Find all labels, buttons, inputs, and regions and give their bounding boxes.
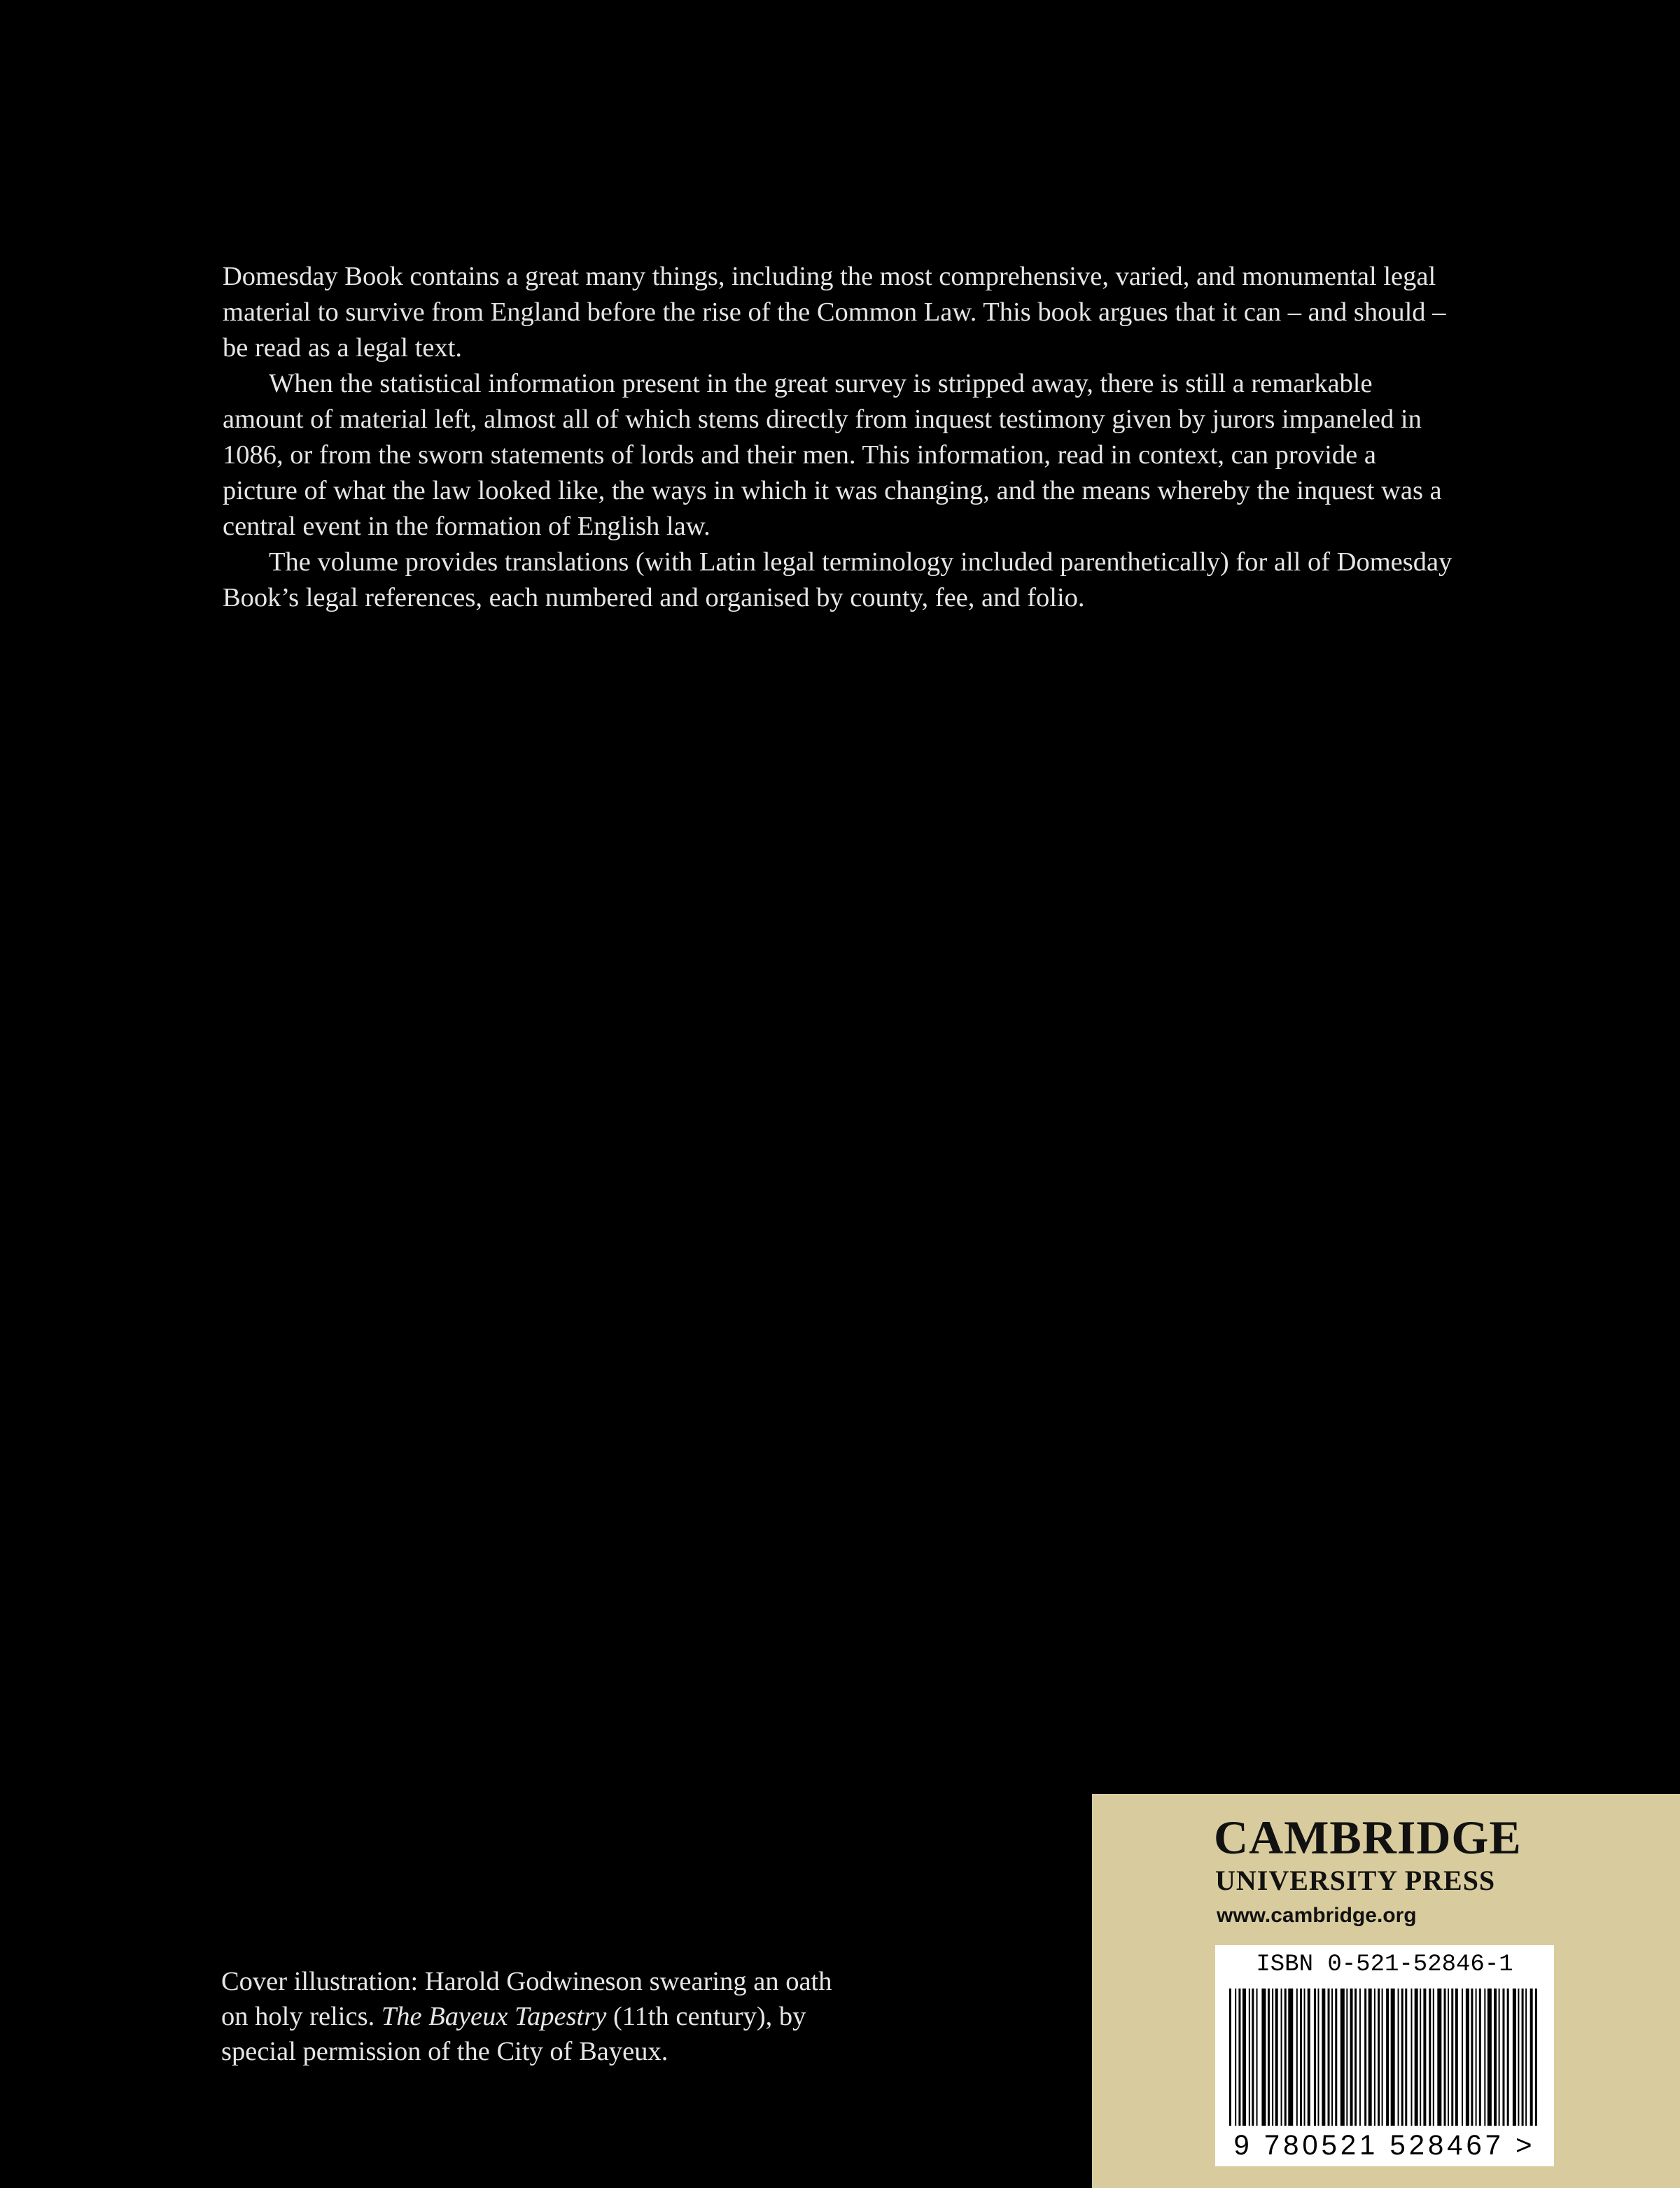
cover-illustration-credit	[221, 1964, 837, 2069]
barcode-bar	[1423, 1989, 1426, 2126]
barcode-bar	[1488, 1989, 1492, 2126]
barcode-bar	[1455, 1989, 1458, 2126]
barcode-bar	[1261, 1989, 1266, 2126]
barcode-bar	[1359, 1989, 1361, 2126]
barcode-bar	[1252, 1989, 1254, 2126]
back-cover-blurb	[223, 259, 1455, 616]
barcode-bar	[1281, 1989, 1282, 2126]
barcode-bar	[1242, 1989, 1246, 2126]
barcode-bar	[1256, 1989, 1258, 2126]
barcode-bar	[1437, 1989, 1441, 2126]
blurb-paragraph-3: The volume provides translations (with Latin legal terminology included parenthetically) for all of Domesday Book’s legal references, each numbered and organised by county, fee, and folio.	[223, 547, 1452, 612]
barcode-bar	[1364, 1989, 1366, 2126]
barcode-bar	[1238, 1989, 1240, 2126]
barcode-bar	[1466, 1989, 1469, 2126]
barcode-bar	[1451, 1989, 1453, 2126]
barcode-bar	[1494, 1989, 1497, 2126]
barcode-icon	[1225, 1989, 1544, 2126]
barcode-bar	[1382, 1989, 1383, 2126]
publisher-subtitle: UNIVERSITY PRESS	[1215, 1865, 1496, 1896]
barcode-bar	[1405, 1989, 1407, 2126]
barcode-bar	[1391, 1989, 1395, 2126]
barcode-bar	[1368, 1989, 1372, 2126]
barcode-bar	[1401, 1989, 1404, 2126]
barcode-bar	[1335, 1989, 1337, 2126]
barcode-bar	[1275, 1989, 1278, 2126]
isbn-barcode-block	[1215, 1945, 1554, 2166]
blurb-paragraph-2: When the statistical information present in the great survey is stripped away, there is still a remarkable amount of material left, almost all of which stems directly from inquest testimony given by jurors impaneled in 1086, or from the sworn statements of lords and their men. This information, read in context, can provide a picture of what the law looked like, the ways in which it was changing, and the means whereby the inquest was a central event in the formation of English law.	[223, 369, 1442, 541]
barcode-bar	[1522, 1989, 1524, 2126]
publisher-name: CAMBRIDGE	[1214, 1811, 1522, 1864]
barcode-bar	[1502, 1989, 1504, 2126]
barcode-bar	[1518, 1989, 1519, 2126]
barcode-bar	[1229, 1989, 1231, 2126]
barcode-bar	[1398, 1989, 1399, 2126]
barcode-bar	[1331, 1989, 1333, 2126]
barcode-bar	[1462, 1989, 1463, 2126]
barcode-bar	[1484, 1989, 1485, 2126]
barcode-bar	[1284, 1989, 1287, 2126]
barcode-bar	[1479, 1989, 1481, 2126]
barcode-bar	[1386, 1989, 1389, 2126]
barcode-bar	[1374, 1989, 1376, 2126]
barcode-bar	[1471, 1989, 1473, 2126]
barcode-bar	[1433, 1989, 1434, 2126]
blurb-paragraph-1: Domesday Book contains a great many things, including the most comprehensive, varied, and monumental legal material to survive from England before the rise of the Common Law. This book argues that it can – and should – be read as a legal text.	[223, 262, 1446, 363]
barcode-bar	[1322, 1989, 1325, 2126]
barcode-bar	[1346, 1989, 1348, 2126]
barcode-bar	[1354, 1989, 1357, 2126]
barcode-bar	[1420, 1989, 1421, 2126]
barcode-bar	[1507, 1989, 1509, 2126]
barcode-bar	[1350, 1989, 1353, 2126]
credit-text-part-1: Cover illustration: Harold Godwineson swearing an oath on holy relics.	[221, 1967, 832, 2031]
credit-artwork-title: The Bayeux Tapestry	[381, 2002, 607, 2031]
barcode-bar	[1314, 1989, 1316, 2126]
barcode-bar	[1525, 1989, 1527, 2126]
publisher-url: www.cambridge.org	[1217, 1904, 1417, 1927]
barcode-bar	[1415, 1989, 1418, 2126]
barcode-bar	[1304, 1989, 1306, 2126]
barcode-bar	[1530, 1989, 1533, 2126]
barcode-bar	[1378, 1989, 1380, 2126]
barcode-bar	[1448, 1989, 1449, 2126]
barcode-bar	[1410, 1989, 1412, 2126]
barcode-bar	[1535, 1989, 1537, 2126]
barcode-bar	[1317, 1989, 1319, 2126]
barcode-bar	[1296, 1989, 1298, 2126]
ean-number: 9 780521 528467 >	[1233, 2130, 1536, 2161]
barcode-bar	[1513, 1989, 1516, 2126]
publisher-box	[1092, 1794, 1680, 2188]
barcode-bar	[1268, 1989, 1270, 2126]
barcode-bar	[1249, 1989, 1250, 2126]
isbn-label: ISBN 0-521-52846-1	[1256, 1951, 1513, 1978]
barcode-bar	[1235, 1989, 1236, 2126]
barcode-bar	[1444, 1989, 1446, 2126]
barcode-bar	[1272, 1989, 1273, 2126]
barcode-bar	[1308, 1989, 1310, 2126]
barcode-bar	[1429, 1989, 1431, 2126]
credit-text-part-2: (11th century), by special permission of the City of Bayeux.	[221, 2002, 806, 2066]
barcode-bar	[1499, 1989, 1500, 2126]
barcode-bar	[1340, 1989, 1345, 2126]
barcode-bar	[1328, 1989, 1330, 2126]
barcode-bar	[1300, 1989, 1302, 2126]
barcode-bar	[1288, 1989, 1293, 2126]
barcode-bar	[1476, 1989, 1477, 2126]
